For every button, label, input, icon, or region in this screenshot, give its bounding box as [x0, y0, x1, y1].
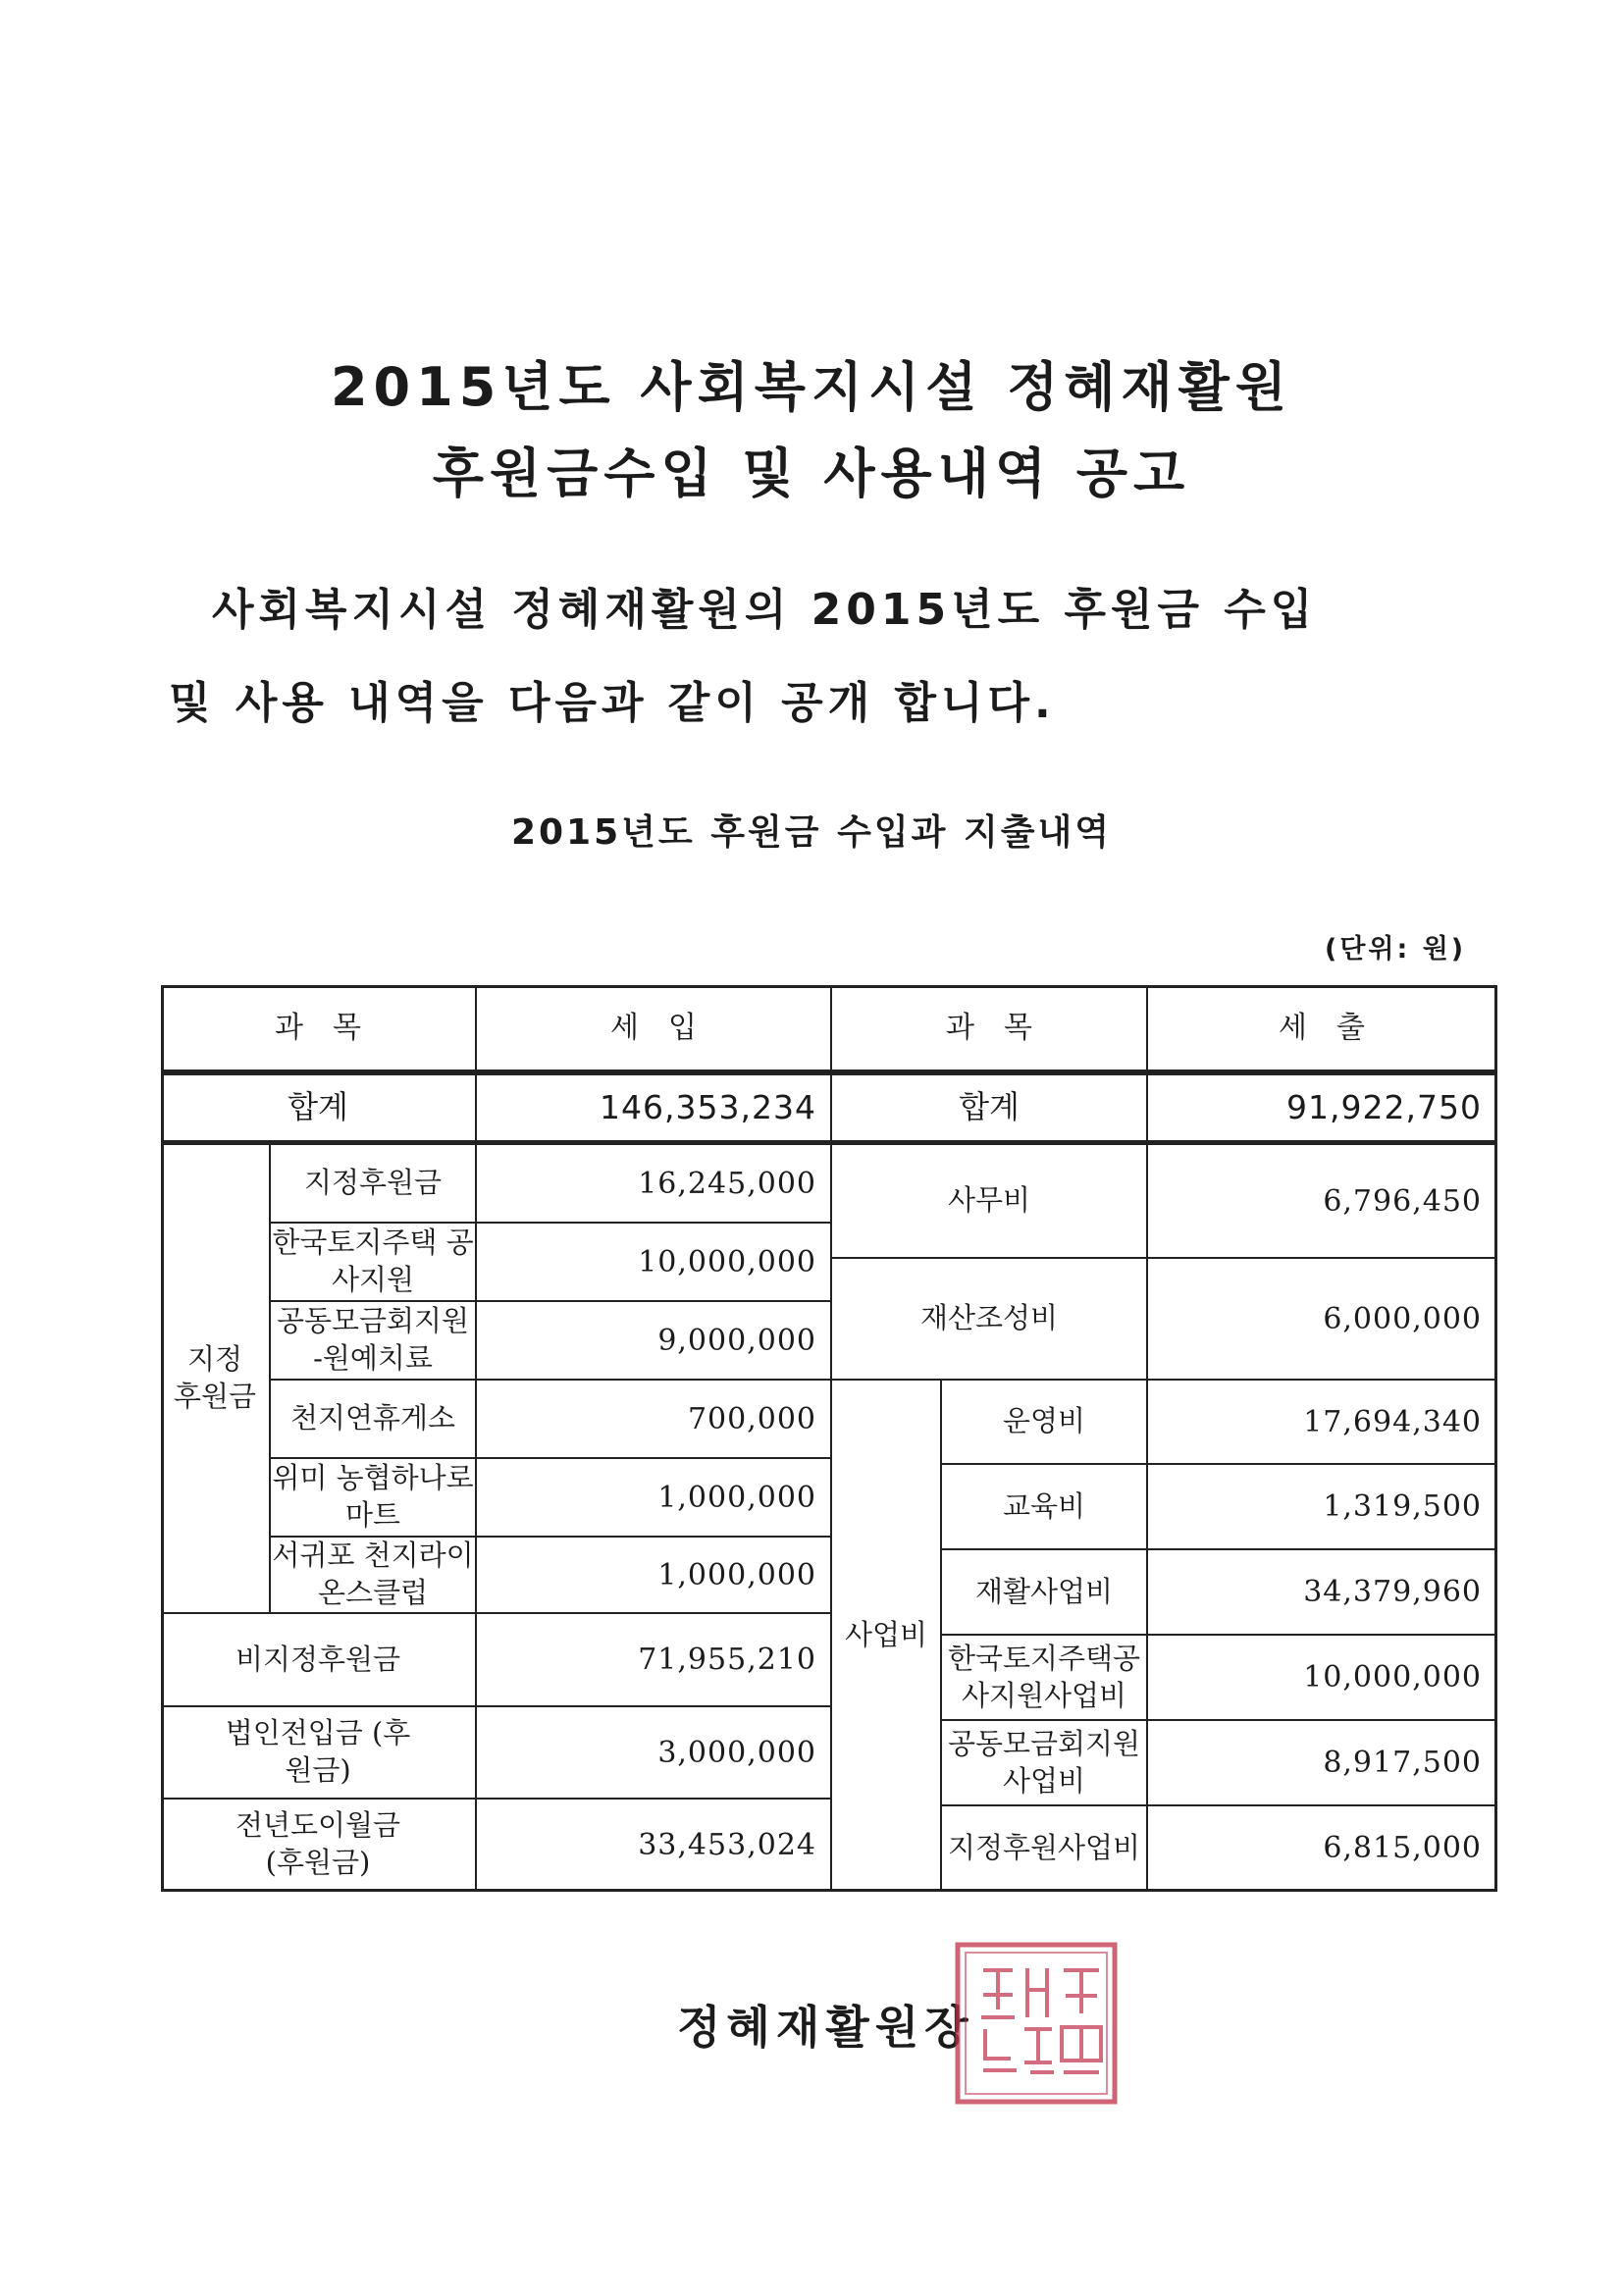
income-item-name: 한국토지주택 공사지원: [271, 1224, 477, 1302]
official-seal: [954, 1941, 1119, 2106]
income-other-amount: 33,453,024: [477, 1800, 832, 1892]
expense-item-name: 공동모금회지원 사업비: [942, 1721, 1148, 1806]
finance-table: [161, 985, 1497, 1892]
header-expense-subject: 과목: [832, 985, 1148, 1071]
total-divider: [161, 1142, 1497, 1145]
header-divider: [161, 1071, 1497, 1075]
expense-item-amount: 6,815,000: [1148, 1806, 1497, 1892]
expense-property-amount: 6,000,000: [1148, 1259, 1497, 1381]
header-income-subject: 과목: [161, 985, 477, 1071]
expense-item-amount: 34,379,960: [1148, 1550, 1497, 1636]
income-item-amount: 700,000: [477, 1381, 832, 1459]
title-line-2: 후원금수입 및 사용내역 공고: [432, 443, 1191, 504]
intro-line-1: 사회복지시설 정혜재활원의 2015년도 후원금 수입: [212, 585, 1318, 635]
income-item-name: 위미 농협하나로마트: [271, 1459, 477, 1538]
expense-item-amount: 10,000,000: [1148, 1636, 1497, 1721]
income-item-amount: 16,245,000: [477, 1145, 832, 1224]
income-item-amount: 1,000,000: [477, 1459, 832, 1538]
total-label-expense: 합계: [832, 1075, 1148, 1142]
expense-item-name: 지정후원사업비: [942, 1806, 1148, 1892]
expense-item-name: 재활사업비: [942, 1550, 1148, 1636]
income-item-amount: 1,000,000: [477, 1538, 832, 1614]
expense-item-name: 한국토지주택공 사지원사업비: [942, 1636, 1148, 1721]
income-other-amount: 3,000,000: [477, 1707, 832, 1800]
income-item-amount: 9,000,000: [477, 1302, 832, 1381]
expense-office-name: 사무비: [832, 1145, 1148, 1259]
income-total: 146,353,234: [477, 1075, 832, 1142]
expense-property-name: 재산조성비: [832, 1259, 1148, 1381]
income-item-amount: 10,000,000: [477, 1224, 832, 1302]
expense-item-name: 운영비: [942, 1381, 1148, 1465]
income-other-name: 비지정후원금: [161, 1614, 477, 1707]
table-title: 2015년도 후원금 수입과 지출내역: [510, 812, 1113, 853]
expense-office-amount: 6,796,450: [1148, 1145, 1497, 1259]
total-label-income: 합계: [161, 1075, 477, 1142]
expense-item-amount: 1,319,500: [1148, 1465, 1497, 1550]
title-line-1: 2015년도 사회복지시설 정혜재활원: [330, 356, 1293, 418]
signer-name: 정혜재활원장: [677, 2001, 974, 2054]
income-item-name: 서귀포 천지라이온스클럽: [271, 1538, 477, 1614]
expense-item-amount: 8,917,500: [1148, 1721, 1497, 1806]
intro-line-2: 및 사용 내역을 다음과 같이 공개 합니다.: [169, 678, 1056, 728]
designated-group-label: 지정 후원금: [161, 1145, 271, 1614]
income-item-name: 지정후원금: [271, 1145, 477, 1224]
income-other-amount: 71,955,210: [477, 1614, 832, 1707]
header-expense: 세출: [1148, 985, 1497, 1071]
income-other-name: 전년도이월금 (후원금): [161, 1800, 477, 1892]
header-income: 세입: [477, 985, 832, 1071]
business-group-label: 사업비: [832, 1381, 942, 1892]
income-item-name: 천지연휴게소: [271, 1381, 477, 1459]
income-other-name: 법인전입금 (후원금): [161, 1707, 477, 1800]
income-item-name: 공동모금회지원 -원예치료: [271, 1302, 477, 1381]
expense-item-amount: 17,694,340: [1148, 1381, 1497, 1465]
expense-total: 91,922,750: [1148, 1075, 1497, 1142]
unit-label: (단위: 원): [1325, 934, 1467, 965]
expense-item-name: 교육비: [942, 1465, 1148, 1550]
